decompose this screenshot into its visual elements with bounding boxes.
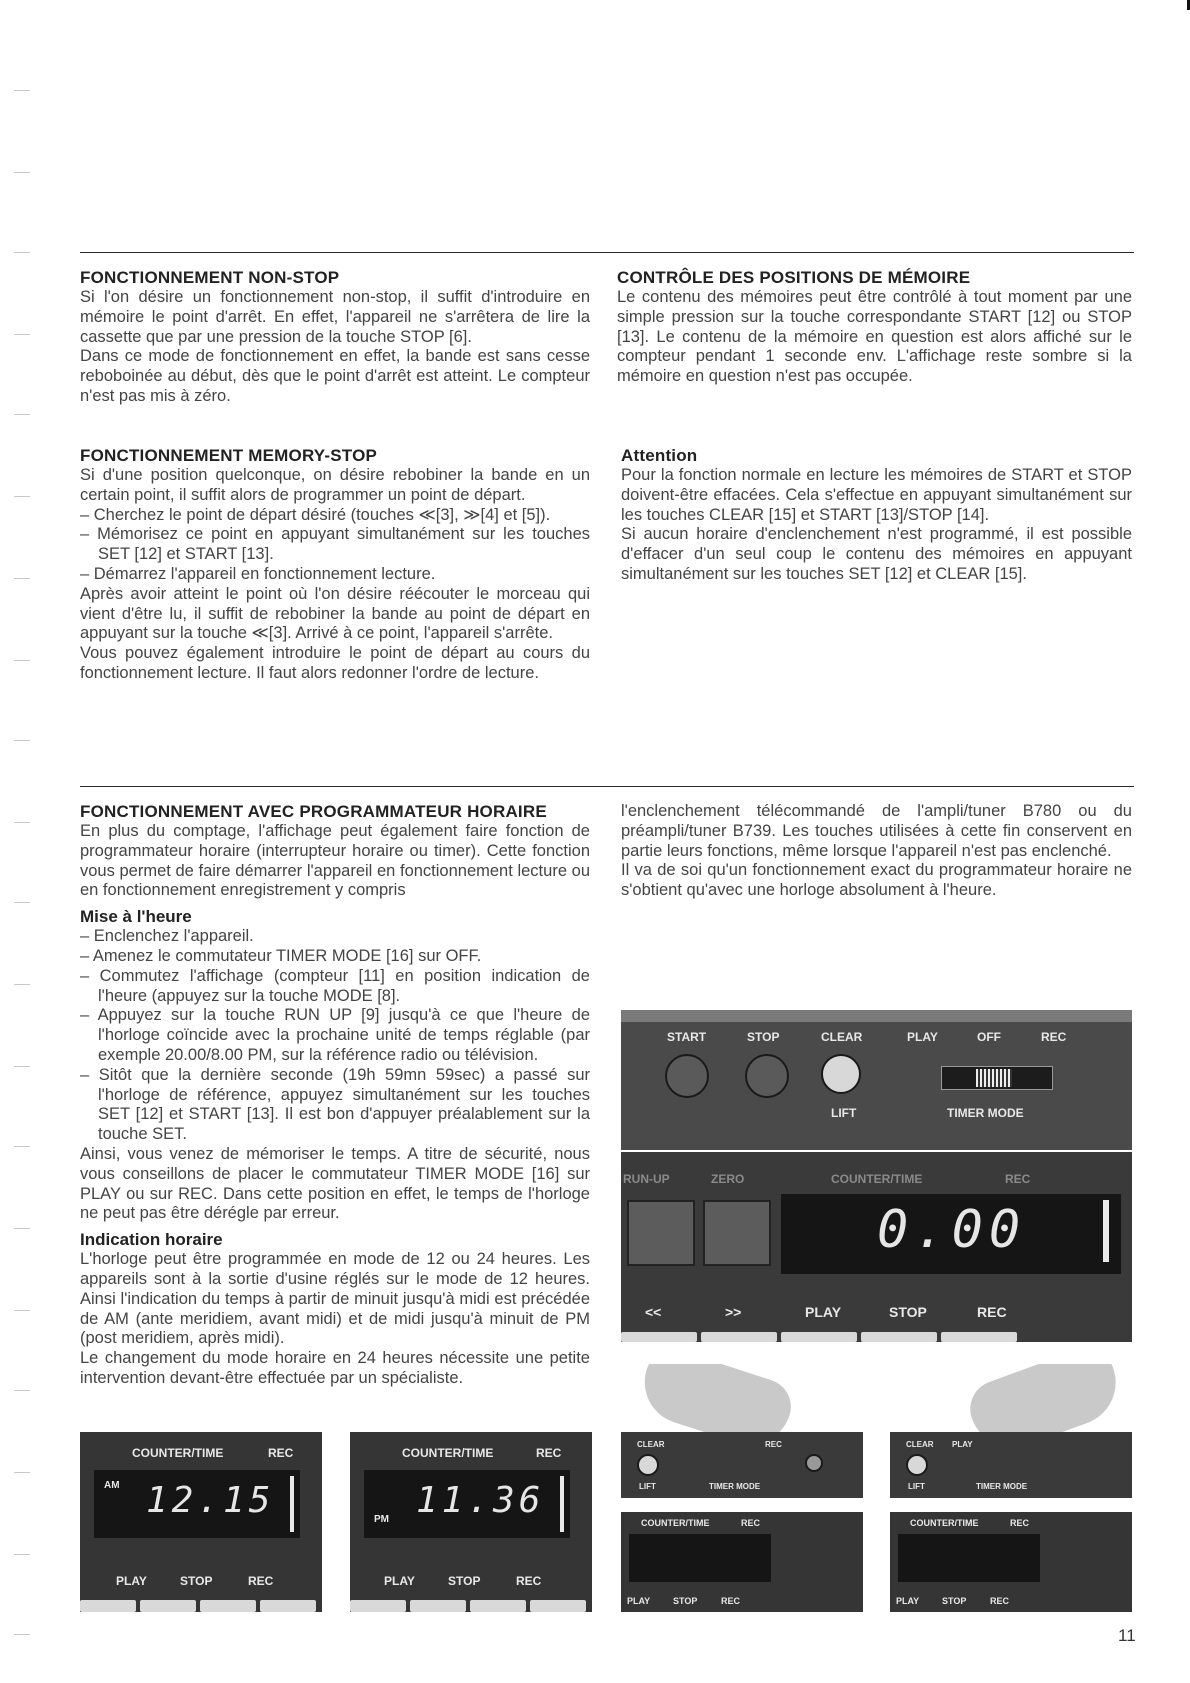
section-title: FONCTIONNEMENT AVEC PROGRAMMATEUR HORAIRE [80, 802, 547, 821]
margin-tick [14, 1554, 30, 1555]
margin-tick [14, 1310, 30, 1311]
label-timer-mode: TIMER MODE [947, 1106, 1024, 1120]
page-number: 11 [1118, 1626, 1136, 1645]
label-stop: STOP [747, 1030, 780, 1044]
paragraph: Vous pouvez également introduire le point de départ au cours du fonctionnement lecture. Il faut alors redonner l'ordre de lecture. [80, 644, 590, 682]
time-display [629, 1534, 771, 1582]
label-clear: CLEAR [637, 1440, 665, 1449]
paragraph: Après avoir atteint le point où l'on désire réécouter le morceau qui vient d'être lu, il suffit de rebobiner la bande au point de départ en appuyant sur la touche ≪[3]. Arrivé à ce point, l'appareil s'arrête. [80, 584, 590, 643]
margin-tick [14, 1634, 30, 1635]
list-item: – Enclenchez l'appareil. [80, 927, 590, 947]
time-digits: 12.15 [146, 1480, 275, 1521]
label-stop: STOP [889, 1304, 927, 1320]
label-lift: LIFT [639, 1482, 656, 1491]
rec-indicator [560, 1476, 564, 1532]
margin-tick [14, 496, 30, 497]
transport-key [140, 1600, 196, 1612]
paragraph: En plus du comptage, l'affichage peut également faire fonction de programmateur horaire (interrupteur horaire ou timer). Cette fonction vous permet de faire démarrer l'appareil en fonctionnement lecture ou en fonctionnement enregistrement y compris [80, 822, 590, 900]
label-play: PLAY [907, 1030, 938, 1044]
margin-tick [14, 1228, 30, 1229]
label-stop: STOP [448, 1574, 481, 1588]
section-controle [617, 268, 1132, 387]
timer-mode-switch [941, 1066, 1053, 1090]
label-fast-forward: >> [725, 1304, 742, 1320]
display-panel [621, 1512, 863, 1612]
section-programmateur [80, 802, 590, 1389]
photo-counter-display [621, 1152, 1132, 1342]
label-rec: REC [1041, 1030, 1067, 1044]
margin-tick [14, 90, 30, 91]
list-item: – Cherchez le point de départ désiré (touches ≪[3], ≫[4] et [5]). [80, 506, 590, 526]
screw-icon [805, 1454, 823, 1472]
timer-panel [621, 1432, 863, 1498]
section-attention [621, 446, 1132, 585]
label-stop: STOP [180, 1574, 213, 1588]
start-button [665, 1054, 709, 1098]
paragraph: Dans ce mode de fonctionnement en effet, la bande est sans cesse reboboinée au début, dès que le point d'arrêt est atteint. Le compteur n'est pas mis à zéro. [80, 347, 590, 405]
run-up-key [627, 1200, 695, 1266]
label-play: PLAY [116, 1574, 147, 1588]
display-panel [890, 1512, 1132, 1612]
counter-digits: 0.00 [877, 1200, 1027, 1260]
label-rec: REC [1005, 1172, 1031, 1186]
section-title: FONCTIONNEMENT NON-STOP [80, 268, 340, 287]
paragraph: l'enclenchement télécommandé de l'ampli/tuner B780 ou du préampli/tuner B739. Les touches utilisées à cette fin conservent en partie leurs fonctions, même lorsque l'appareil n'est pas enclenché. [621, 802, 1132, 860]
paragraph: Si l'on désire un fonctionnement non-stop, il suffit d'introduire en mémoire le point d'arrêt. En effet, l'appareil ne s'arrêtera de lire la cassette que par une pression de la touche STOP [6]. [80, 288, 590, 346]
subsection-title: Mise à l'heure [80, 907, 192, 927]
label-rec: REC [741, 1518, 761, 1528]
margin-tick [14, 984, 30, 985]
margin-tick [14, 740, 30, 741]
label-counter-time: COUNTER/TIME [132, 1446, 224, 1460]
list-item: – Commutez l'affichage (compteur [11] en position indication de l'heure (appuyez sur la touche MODE [8]. [80, 967, 590, 1007]
transport-key [80, 1600, 136, 1612]
paragraph: Si d'une position quelconque, on désire rebobiner la bande en un certain point, il suffit alors de programmer un point de départ. [80, 466, 590, 504]
section-title: FONCTIONNEMENT MEMORY-STOP [80, 446, 378, 465]
time-digits: 11.36 [416, 1480, 545, 1521]
timer-panel [890, 1432, 1132, 1498]
paragraph: Le changement du mode horaire en 24 heures nécessite une petite intervention devant-être effectuée par un spécialiste. [80, 1349, 590, 1387]
label-lift: LIFT [831, 1106, 857, 1120]
clear-button [906, 1454, 928, 1476]
label-stop: STOP [673, 1596, 698, 1606]
section-programmateur-continued [621, 802, 1132, 901]
label-play: PLAY [627, 1596, 651, 1606]
label-counter-time: COUNTER/TIME [910, 1518, 979, 1528]
margin-tick [14, 172, 30, 173]
label-start: START [667, 1030, 707, 1044]
label-counter-time: COUNTER/TIME [831, 1172, 923, 1186]
label-stop: STOP [942, 1596, 967, 1606]
label-timer-mode: TIMER MODE [976, 1482, 1028, 1491]
section-nonstop [80, 268, 590, 407]
label-rec: REC [1010, 1518, 1030, 1528]
time-display [364, 1470, 570, 1538]
photo-timer-controls [621, 1010, 1132, 1150]
label-rec: REC [536, 1446, 562, 1460]
am-indicator: AM [104, 1480, 120, 1491]
margin-tick [14, 334, 30, 335]
transport-key [861, 1332, 937, 1342]
label-play: PLAY [896, 1596, 920, 1606]
margin-tick [14, 1472, 30, 1473]
rec-indicator [290, 1476, 294, 1532]
transport-key [350, 1600, 406, 1612]
paragraph: Le contenu des mémoires peut être contrôlé à tout moment par une simple pression sur la touche correspondante START [12] ou STOP [13]. Le contenu de la mémoire en question est alors affiché sur le compteur pendant 1 seconde env. L'affichage reste sombre si la mémoire en question n'est pas occupée. [617, 288, 1132, 386]
label-counter-time: COUNTER/TIME [641, 1518, 710, 1528]
margin-tick [14, 414, 30, 415]
subsection-title: Indication horaire [80, 1230, 223, 1250]
margin-tick [14, 1066, 30, 1067]
transport-key [941, 1332, 1017, 1342]
rec-indicator [1103, 1200, 1109, 1262]
label-counter-time: COUNTER/TIME [402, 1446, 494, 1460]
section-title: CONTRÔLE DES POSITIONS DE MÉMOIRE [617, 268, 971, 287]
transport-key [200, 1600, 256, 1612]
transport-key [530, 1600, 586, 1612]
label-rec: REC [268, 1446, 294, 1460]
label-off: OFF [977, 1030, 1001, 1044]
stop-button [745, 1054, 789, 1098]
paragraph: Si aucun horaire d'enclenchement n'est programmé, il est possible d'effacer d'un seul coup le contenu des mémoires en appuyant simultanément sur les touches SET [12] et CLEAR [15]. [621, 525, 1132, 583]
label-rec-key: REC [977, 1304, 1007, 1320]
step-list [80, 506, 590, 585]
list-item: – Sitôt que la dernière seconde (19h 59mn 59sec) a passé sur l'horloge de référence, appuyez simultanément sur les touches SET [12] et START [13]. Il est bon d'appuyer préalablement sur la touche SET. [80, 1066, 590, 1145]
clear-button [821, 1054, 861, 1094]
list-item: – Démarrez l'appareil en fonctionnement lecture. [80, 565, 590, 585]
label-rec-key: REC [248, 1574, 274, 1588]
label-clear: CLEAR [906, 1440, 934, 1449]
section-rule [80, 786, 1134, 787]
margin-tick [14, 252, 30, 253]
section-title: Attention [621, 446, 698, 465]
label-clear: CLEAR [821, 1030, 863, 1044]
panel-edge [621, 1010, 1132, 1022]
label-play: PLAY [384, 1574, 415, 1588]
section-rule [80, 252, 1134, 253]
label-run-up: RUN-UP [623, 1172, 670, 1186]
time-display [94, 1470, 300, 1538]
transport-key [701, 1332, 777, 1342]
margin-tick [14, 578, 30, 579]
counter-display [781, 1194, 1121, 1274]
zero-key [703, 1200, 771, 1266]
label-rec-key: REC [516, 1574, 542, 1588]
list-item: – Appuyez sur la touche RUN UP [9] jusqu'à ce que l'heure de l'horloge coïncide avec la prochaine unité de temps réglable (par exemple 20.00/8.00 PM, sur la référence radio ou télévision. [80, 1006, 590, 1065]
label-rec: REC [765, 1440, 782, 1449]
margin-tick [14, 660, 30, 661]
label-rec-key: REC [721, 1596, 741, 1606]
list-item: – Amenez le commutateur TIMER MODE [16] sur OFF. [80, 947, 590, 967]
label-zero: ZERO [711, 1172, 745, 1186]
photo-hand-left [621, 1364, 863, 1612]
list-item: – Mémorisez ce point en appuyant simultanément sur les touches SET [12] et START [13]. [80, 525, 590, 565]
transport-key [260, 1600, 316, 1612]
paragraph: L'horloge peut être programmée en mode de 12 ou 24 heures. Les appareils sont à la sortie d'usine réglés sur le mode de 12 heures. Ainsi l'indication du temps à partir de minuit jusqu'à midi est précédée de AM (ante meridiem, avant midi) et de midi jusqu'à minuit de PM (post meridiem, après midi). [80, 1250, 590, 1348]
transport-key [621, 1332, 697, 1342]
photo-display-pm [350, 1432, 592, 1612]
label-play: PLAY [952, 1440, 973, 1449]
pm-indicator: PM [374, 1514, 389, 1525]
photo-hand-right [890, 1364, 1132, 1612]
section-memorystop [80, 446, 590, 684]
transport-key [470, 1600, 526, 1612]
label-rec-key: REC [990, 1596, 1010, 1606]
switch-slider [976, 1069, 1012, 1087]
label-rewind: << [645, 1304, 662, 1320]
margin-tick [14, 1390, 30, 1391]
transport-key [781, 1332, 857, 1342]
label-lift: LIFT [908, 1482, 925, 1491]
margin-tick [14, 902, 30, 903]
margin-tick [14, 1146, 30, 1147]
paragraph: Ainsi, vous venez de mémoriser le temps. A titre de sécurité, nous vous conseillons de placer le commutateur TIMER MODE [16] sur PLAY ou sur REC. Dans cette position en effet, le temps de l'horloge ne peut pas être dérégle par erreur. [80, 1144, 590, 1223]
step-list [80, 927, 590, 1145]
paragraph: Pour la fonction normale en lecture les mémoires de START et STOP doivent-être effacées. Cela s'effectue en appuyant simultanément sur les touches CLEAR [15] et START [13]/STOP [14]. [621, 466, 1132, 524]
time-display [898, 1534, 1040, 1582]
paragraph: Il va de soi qu'un fonctionnement exact du programmateur horaire ne s'obtient qu'avec une horloge absolument à l'heure. [621, 861, 1132, 900]
transport-key [410, 1600, 466, 1612]
label-play: PLAY [805, 1304, 842, 1320]
label-timer-mode: TIMER MODE [709, 1482, 761, 1491]
photo-display-am [80, 1432, 322, 1612]
clear-button [637, 1454, 659, 1476]
margin-tick [14, 822, 30, 823]
